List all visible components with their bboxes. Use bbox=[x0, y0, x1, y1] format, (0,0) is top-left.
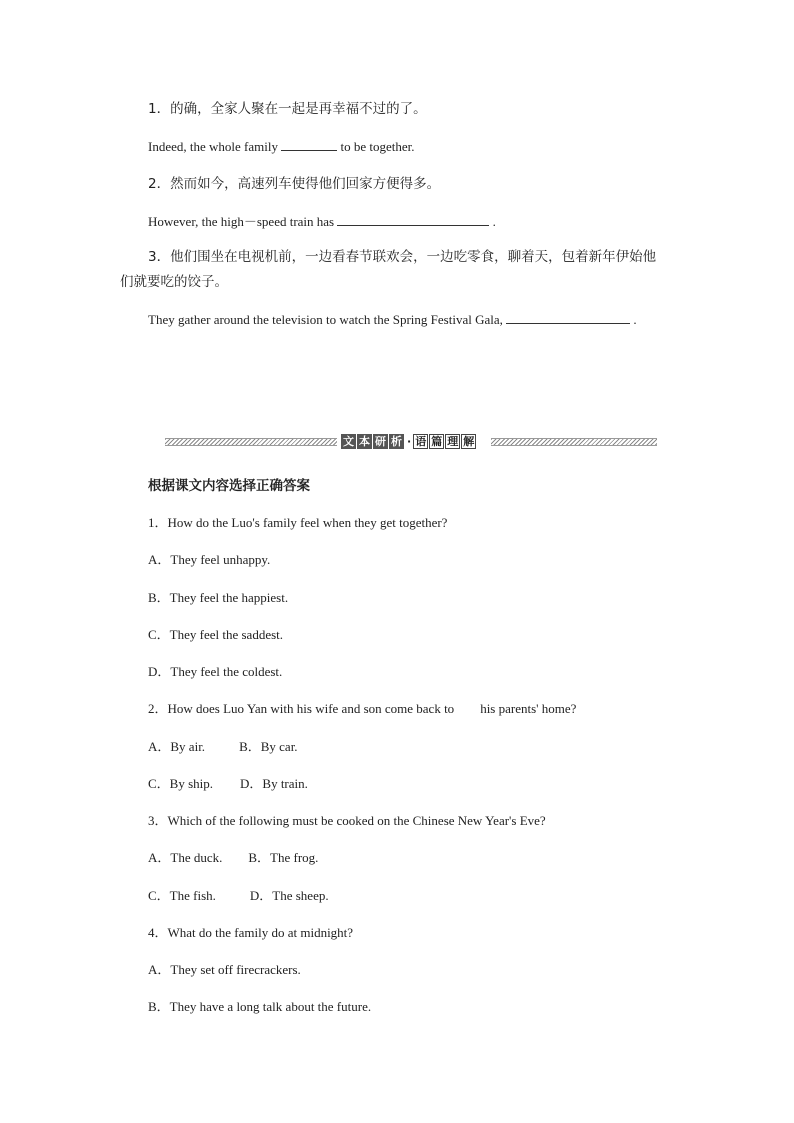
header-char: 文 bbox=[343, 434, 354, 448]
section-divider bbox=[165, 432, 657, 450]
header-char: 理 bbox=[447, 434, 459, 448]
translation-q3-chinese-line1: 3．他们围坐在电视机前，一边看春节联欢会，一边吃零食，聊着天，包着新年伊始他 bbox=[148, 249, 657, 265]
translation-q3-english bbox=[148, 310, 637, 329]
translation-q3-chinese-line2: 们就要吃的饺子。 bbox=[120, 274, 228, 290]
translation-q2-chinese: 2．然而如今，高速列车使得他们回家方便得多。 bbox=[148, 176, 441, 192]
q4-option-a[interactable]: A．They set off firecrackers. bbox=[148, 962, 301, 977]
q2-option-c[interactable]: C．By ship. bbox=[148, 776, 214, 791]
q3-options-row1 bbox=[148, 849, 318, 867]
q2-options-row2 bbox=[148, 775, 308, 793]
reading-q4: 4．What do the family do at midnight? bbox=[148, 925, 354, 940]
q2-option-a[interactable]: A．By air. bbox=[148, 739, 206, 754]
q3-option-a[interactable]: A．The duck. bbox=[148, 850, 223, 865]
q1-option-c[interactable]: C．They feel the saddest. bbox=[148, 627, 284, 642]
q1-en-after: to be together. bbox=[340, 139, 415, 154]
header-separator: · bbox=[407, 434, 412, 448]
divider-hatch-right bbox=[491, 438, 657, 446]
q1-option-d[interactable]: D．They feel the coldest. bbox=[148, 664, 283, 679]
translation-q1-chinese: 1．的确，全家人聚在一起是再幸福不过的了。 bbox=[148, 101, 427, 117]
reading-instruction: 根据课文内容选择正确答案 bbox=[148, 478, 310, 494]
q2-option-b[interactable]: B．By car. bbox=[239, 739, 298, 754]
q3-option-b[interactable]: B．The frog. bbox=[248, 850, 319, 865]
q3-option-d[interactable]: D．The sheep. bbox=[249, 888, 329, 903]
q2-options-row1 bbox=[148, 738, 298, 756]
translation-q1-english bbox=[148, 137, 414, 156]
q1-option-a[interactable]: A．They feel unhappy. bbox=[148, 552, 271, 567]
header-char: 析 bbox=[391, 434, 402, 448]
header-char: 篇 bbox=[431, 434, 443, 448]
reading-q1: 1．How do the Luo's family feel when they get together? bbox=[148, 515, 448, 530]
q3-en-before: They gather around the television to watch the Spring Festival Gala, bbox=[148, 312, 503, 327]
q3-en-after: . bbox=[633, 312, 637, 327]
q2-text-part2: his parents' home? bbox=[480, 701, 577, 716]
q3-answer-blank[interactable] bbox=[506, 310, 630, 324]
q1-answer-blank[interactable] bbox=[281, 137, 337, 151]
q2-text-part1: 2．How does Luo Yan with his wife and son come back to bbox=[148, 701, 455, 716]
q2-en-before: However, the high－speed train has bbox=[148, 214, 335, 229]
q1-en-before: Indeed, the whole family bbox=[148, 139, 278, 154]
section-header-label bbox=[341, 432, 477, 450]
header-char: 本 bbox=[359, 434, 370, 448]
reading-q3: 3．Which of the following must be cooked on the Chinese New Year's Eve? bbox=[148, 813, 546, 828]
divider-hatch-left bbox=[165, 438, 337, 446]
q2-option-d[interactable]: D．By train. bbox=[240, 776, 308, 791]
q2-en-after: . bbox=[492, 214, 496, 229]
header-char: 解 bbox=[463, 434, 475, 448]
q2-answer-blank[interactable] bbox=[337, 212, 489, 226]
translation-q2-english bbox=[148, 212, 496, 231]
reading-q2 bbox=[148, 700, 576, 718]
q4-option-b[interactable]: B．They have a long talk about the future. bbox=[148, 999, 372, 1014]
header-char: 语 bbox=[415, 434, 427, 448]
q3-option-c[interactable]: C．The fish. bbox=[148, 888, 216, 903]
q3-options-row2 bbox=[148, 887, 329, 905]
header-char: 研 bbox=[375, 434, 386, 448]
q1-option-b[interactable]: B．They feel the happiest. bbox=[148, 590, 289, 605]
